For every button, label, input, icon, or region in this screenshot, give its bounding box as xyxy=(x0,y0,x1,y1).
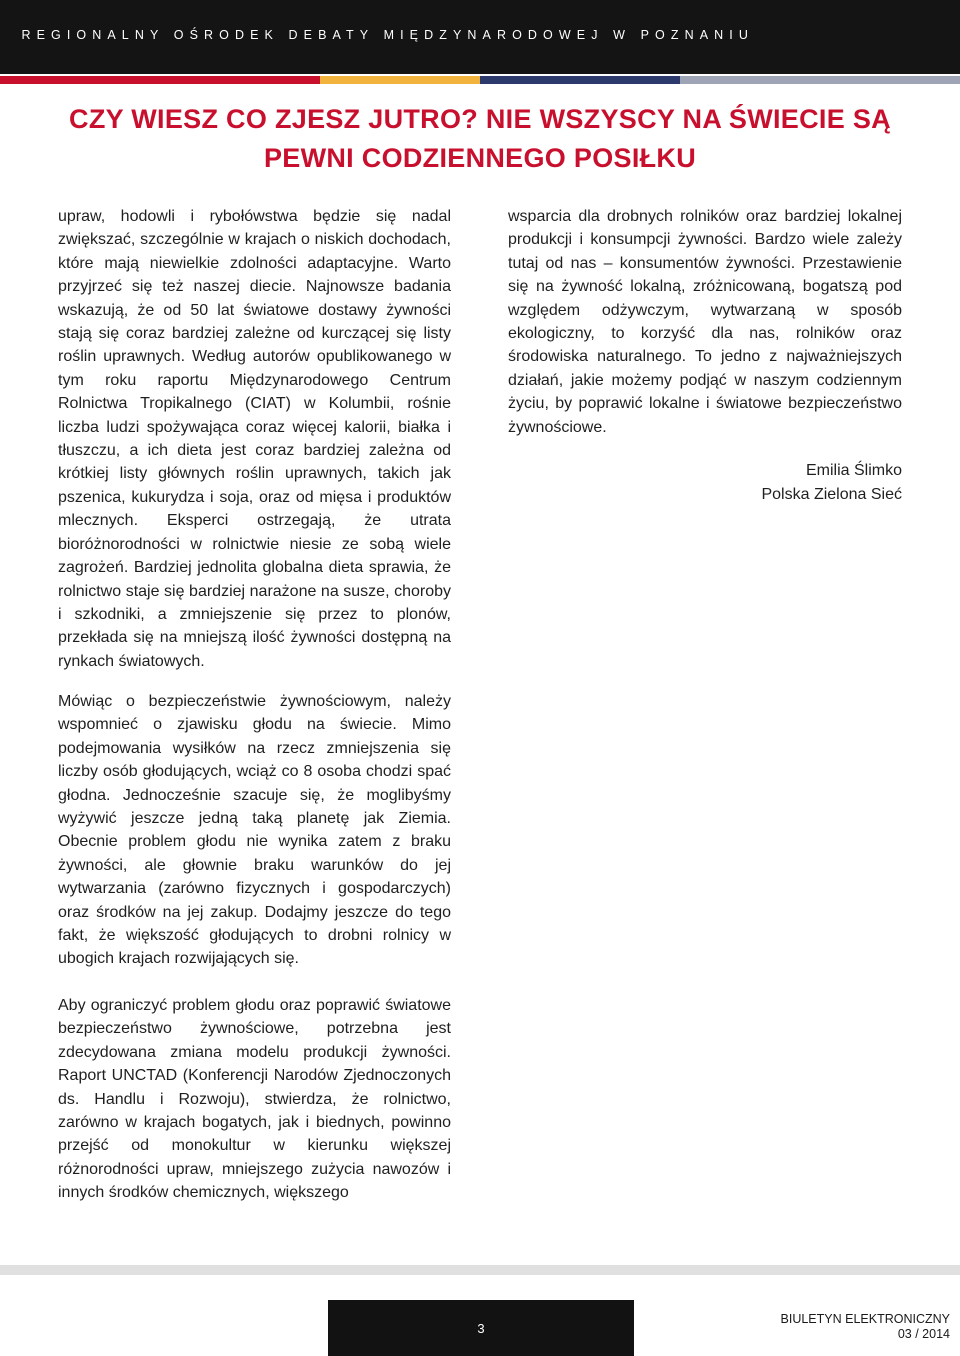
page-number: 3 xyxy=(477,1320,485,1336)
page-number-box xyxy=(328,1300,634,1356)
strip-segment-navy xyxy=(480,76,680,84)
header-bar xyxy=(0,0,960,74)
paragraph: upraw, hodowli i rybołówstwa będzie się nadal zwiększać, szczególnie w krajach o niskich dochodach, które mają niewielkie zdolności adaptacyjne. Warto przyjrzeć się też naszej diecie. Najnowsze badania wskazują, że od 50 lat światowe dostawy żywności stają się coraz bardziej zależne od kurczącej się listy roślin uprawnych. Według autorów opublikowanego w tym roku raportu Międzynarodowego Centrum Rolnictwa Tropikalnego (CIAT) w Kolumbii, rośnie liczba ludzi spożywająca coraz więcej kalorii, białka i tłuszczu, a ich dieta jest coraz bardziej zależna od krótkiej listy głównych roślin uprawnych, takich jak pszenica, kukurydza i soja, oraz od mięsa i produktów mlecznych. Eksperci ostrzegają, że utrata bioróżnorodności w rolnictwie niesie ze sobą wiele zagrożeń. Bardziej jednolita globalna dieta sprawia, że rolnictwo staje się bardziej narażone na susze, choroby i szkodniki, a zmniejszenie się przez to plonów, przekłada się na mniejszą ilość żywności dostępną na rynkach światowych. xyxy=(58,208,451,670)
publication-name: BIULETYN ELEKTRONICZNY xyxy=(780,1312,950,1326)
paragraph: Aby ograniczyć problem głodu oraz poprawić światowe bezpieczeństwo żywnościowe, potrzebna jest zdecydowana zmiana modelu produkcji żywności. Raport UNCTAD (Konferencji Narodów Zjednoczonych ds. Handlu i Rozwoju), stwierdza, że rolnictwo, zarówno w krajach bogatych, jak i biednych, powinno przejść od monokultur w kierunku większej różnorodności upraw, mniejszego zużycia nawozów i innych środków chemicznych, większego xyxy=(58,997,451,1202)
strip-segment-red xyxy=(0,76,320,84)
left-column-bottom xyxy=(58,994,451,1205)
author-signature xyxy=(761,459,902,507)
left-column-top xyxy=(58,205,451,673)
strip-segment-grey xyxy=(680,76,960,84)
publication-info xyxy=(781,1312,950,1342)
footer-divider xyxy=(0,1265,960,1275)
strip-segment-yellow xyxy=(320,76,480,84)
right-column xyxy=(508,205,902,439)
color-strip xyxy=(0,76,960,84)
author-name: Emilia Ślimko xyxy=(805,462,902,479)
paragraph: wsparcia dla drobnych rolników oraz bardziej lokalnej produkcji i konsumpcji żywności. Bardzo wiele zależy tutaj od nas – konsumentów żywności. Przestawienie się na żywność lokalną, zróżnicowaną, bogatszą pod względem odżywczym, wytwarzaną w sposób ekologiczny, to korzyść dla nas, rolników oraz środowiska naturalnego. To jedno z najważniejszych działań, jakie możemy podjąć w naszym codziennym życiu, by poprawić lokalne i światowe bezpieczeństwo żywnościowe. xyxy=(508,208,902,436)
issue-number: 03 / 2014 xyxy=(897,1327,950,1341)
article-title: CZY WIESZ CO ZJESZ JUTRO? NIE WSZYSCY NA ŚWIECIE SĄ PEWNI CODZIENNEGO POSIŁKU xyxy=(69,104,891,173)
organization-name: REGIONALNY OŚRODEK DEBATY MIĘDZYNARODOWEJ W POZNANIU xyxy=(21,28,754,42)
author-organization: Polska Zielona Sieć xyxy=(761,486,902,503)
paragraph: Mówiąc o bezpieczeństwie żywnościowym, należy wspomnieć o zjawisku głodu na świecie. Mimo podejmowania wysiłków na rzecz zmniejszenia się liczby osób głodujących, wciąż co 8 osoba chodzi spać głodna. Jednocześnie szacuje się, że moglibyśmy wyżywić jeszcze jedną taką planetę jak Ziemia. Obecnie problem głodu nie wynika zatem z braku żywności, ale głownie braku warunków do jej wytwarzania (zarówno fizycznych i gospodarczych) oraz środków na jej zakup. Dodajmy jeszcze do tego fakt, że większość głodujących to drobni rolnicy w ubogich krajach rozwijających się. xyxy=(58,693,451,968)
left-column-middle xyxy=(58,690,451,971)
